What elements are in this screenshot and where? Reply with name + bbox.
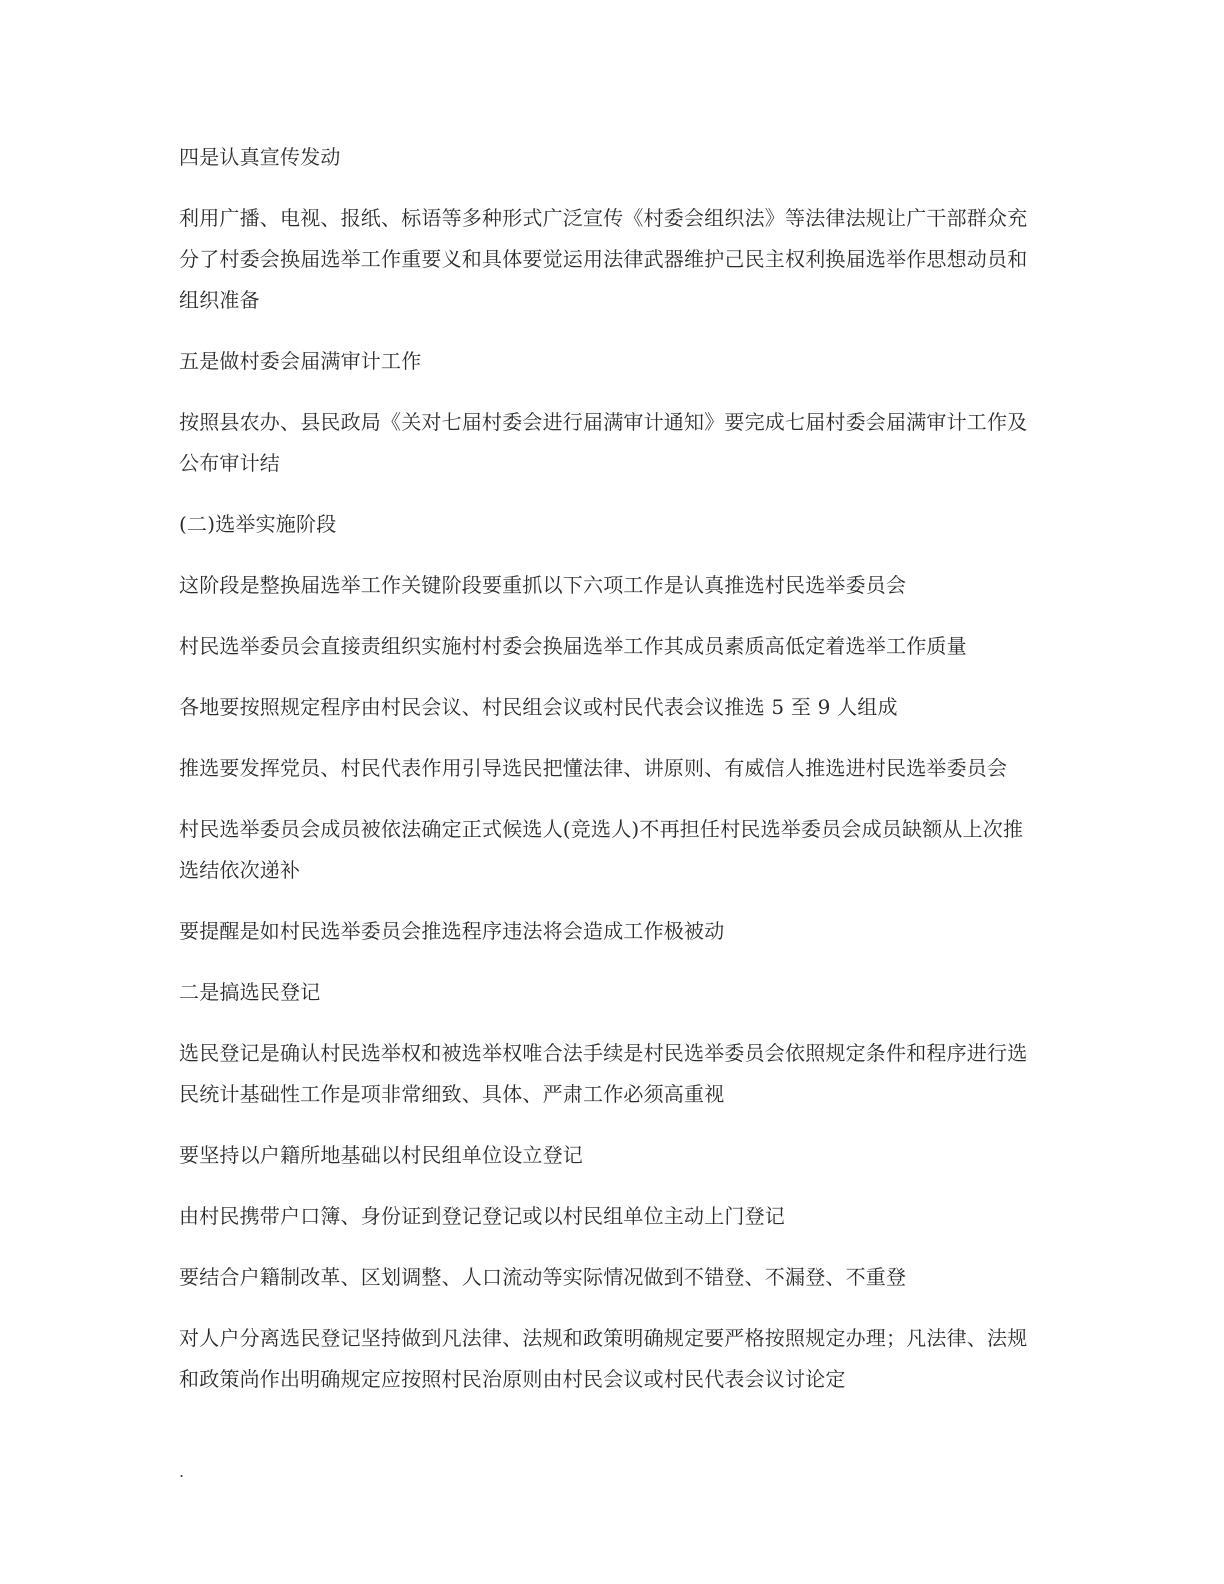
section-heading-implementation: (二)选举实施阶段 xyxy=(179,512,337,536)
footer-mark: . xyxy=(179,1462,185,1481)
paragraph-registration-method: 由村民携带户口簿、身份证到登记登记或以村民组单位主动上门登记 xyxy=(179,1204,785,1228)
paragraph-key-stage: 这阶段是整换届选举工作关键阶段要重抓以下六项工作是认真推选村民选举委员会 xyxy=(179,573,907,597)
paragraph-audit: 按照县农办、县民政局《关对七届村委会进行届满审计通知》要完成七届村委会届满审计工作及公布审计结 xyxy=(179,410,1028,475)
heading-publicity: 四是认真宣传发动 xyxy=(179,145,341,169)
document-body xyxy=(179,137,1039,1420)
paragraph-committee-selection: 推选要发挥党员、村民代表作用引导选民把懂法律、讲原则、有威信人推选进村民选举委员会 xyxy=(179,756,1008,780)
paragraph-registration-basis: 选民登记是确认村民选举权和被选举权唯合法手续是村民选举委员会依照规定条件和程序进行选民统计基础性工作是项非常细致、具体、严肃工作必须高重视 xyxy=(179,1041,1028,1106)
paragraph-publicity: 利用广播、电视、报纸、标语等多种形式广泛宣传《村委会组织法》等法律法规让广干部群众充分了村委会换届选举工作重要义和具体要觉运用法律武器维护己民主权利换届选举作思想动员和组织准备 xyxy=(179,206,1028,312)
paragraph-registration-separated: 对人户分离选民登记坚持做到凡法律、法规和政策明确规定要严格按照规定办理；凡法律、法规和政策尚作出明确规定应按照村民治原则由村民会议或村民代表会议讨论定 xyxy=(179,1326,1028,1391)
heading-audit: 五是做村委会届满审计工作 xyxy=(179,349,422,373)
paragraph-reminder: 要提醒是如村民选举委员会推选程序违法将会造成工作极被动 xyxy=(179,919,725,943)
paragraph-registration-accuracy: 要结合户籍制改革、区划调整、人口流动等实际情况做到不错登、不漏登、不重登 xyxy=(179,1265,907,1289)
paragraph-committee-role: 村民选举委员会直接责组织实施村村委会换届选举工作其成员素质高低定着选举工作质量 xyxy=(179,634,967,658)
paragraph-registration-household: 要坚持以户籍所地基础以村民组单位设立登记 xyxy=(179,1143,583,1167)
heading-voter-registration: 二是搞选民登记 xyxy=(179,980,321,1004)
paragraph-committee-vacancy: 村民选举委员会成员被依法确定正式候选人(竞选人)不再担任村民选举委员会成员缺额从上次推选结依次递补 xyxy=(179,817,1024,882)
paragraph-committee-size: 各地要按照规定程序由村民会议、村民组会议或村民代表会议推选 5 至 9 人组成 xyxy=(179,695,898,719)
